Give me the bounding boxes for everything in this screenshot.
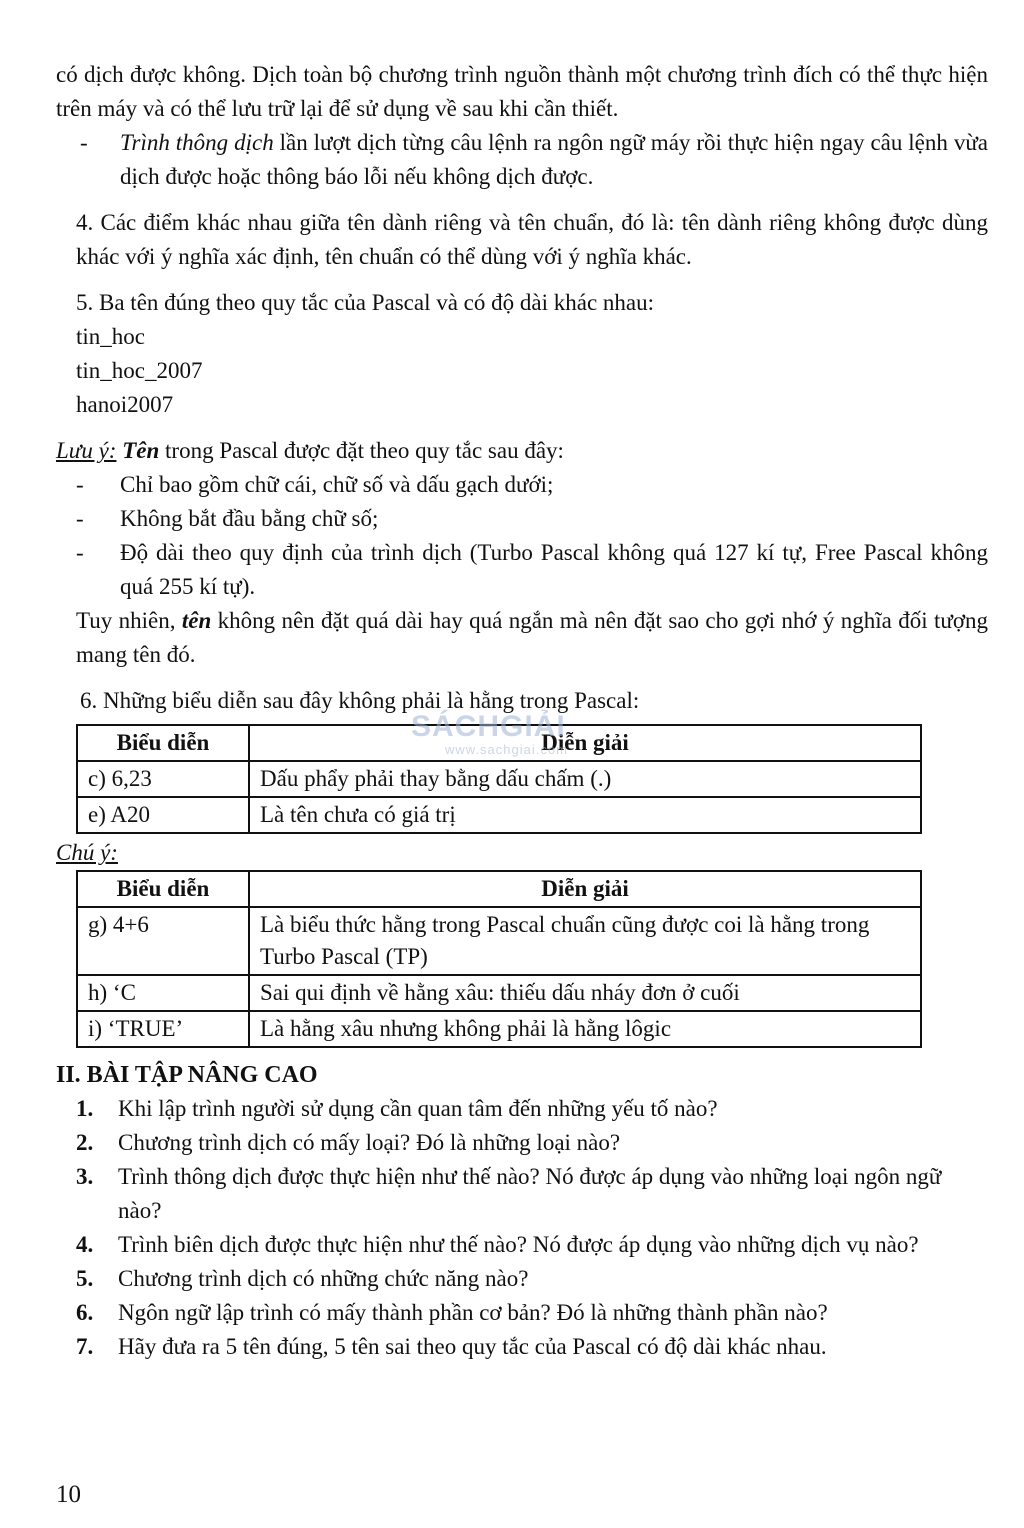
table-row — [77, 907, 921, 975]
note-heading — [56, 434, 988, 468]
table-cell: g) 4+6 — [77, 907, 249, 975]
interpreter-description: lần lượt dịch từng câu lệnh ra ngôn ngữ máy rồi thực hiện ngay câu lệnh vừa dịch được hoặc thông báo lỗi nếu không dịch được. — [120, 130, 988, 189]
question-text: Trình thông dịch được thực hiện như thế nào? Nó được áp dụng vào những loại ngôn ngữ nào? — [118, 1164, 942, 1223]
question-number: 2. — [76, 1130, 94, 1155]
question-text: Chương trình dịch có những chức năng nào? — [118, 1266, 529, 1291]
page-number: 10 — [56, 1481, 81, 1508]
textbook-page — [56, 58, 988, 1364]
list-item — [56, 1296, 988, 1330]
list-item — [56, 1330, 988, 1364]
answer-4: 4. Các điểm khác nhau giữa tên dành riêng và tên chuẩn, đó là: tên dành riêng không được dùng khác với ý nghĩa xác định, tên chuẩn có thể dùng với ý nghĩa khác. — [76, 210, 988, 269]
list-item — [56, 1160, 988, 1228]
table-row — [77, 797, 921, 833]
table-header-row — [77, 725, 921, 761]
rule-item: - Độ dài theo quy định của trình dịch (Turbo Pascal không quá 127 kí tự, Free Pascal không quá 255 kí tự). — [56, 536, 988, 604]
note-conclusion-term: tên — [181, 608, 212, 633]
question-number: 7. — [76, 1334, 94, 1359]
rule-item: - Chỉ bao gồm chữ cái, chữ số và dấu gạch dưới; — [56, 468, 988, 502]
rule-text: Chỉ bao gồm chữ cái, chữ số và dấu gạch dưới; — [120, 472, 554, 497]
table-row — [77, 975, 921, 1011]
question-text: Khi lập trình người sử dụng cần quan tâm đến những yếu tố nào? — [118, 1096, 718, 1121]
column-header: Diễn giải — [249, 871, 921, 907]
note-table — [76, 870, 922, 1048]
list-item — [56, 1092, 988, 1126]
question-text: Ngôn ngữ lập trình có mấy thành phần cơ bản? Đó là những thành phần nào? — [118, 1300, 828, 1325]
table-cell: Là hằng xâu nhưng không phải là hằng lôgic — [249, 1011, 921, 1047]
table-cell: h) ‘C — [77, 975, 249, 1011]
table-cell: e) A20 — [77, 797, 249, 833]
table-cell: Dấu phẩy phải thay bằng dấu chấm (.) — [249, 761, 921, 797]
watermark-url: www.sachgiai.com — [445, 742, 568, 757]
rule-item: - Không bắt đầu bằng chữ số; — [56, 502, 988, 536]
non-constant-table-wrap — [56, 710, 988, 834]
table-header-row — [77, 871, 921, 907]
list-item — [56, 1126, 988, 1160]
table-cell: Là biểu thức hằng trong Pascal chuẩn cũng được coi là hằng trong Turbo Pascal (TP) — [249, 907, 921, 975]
note-text: trong Pascal được đặt theo quy tắc sau đây: — [159, 438, 564, 463]
question-number: 1. — [76, 1096, 94, 1121]
column-header: Biểu diễn — [77, 725, 249, 761]
table-cell: i) ‘TRUE’ — [77, 1011, 249, 1047]
list-item — [56, 1228, 988, 1262]
table-cell: Sai qui định về hằng xâu: thiếu dấu nháy đơn ở cuối — [249, 975, 921, 1011]
question-number: 4. — [76, 1232, 94, 1257]
section-title: II. BÀI TẬP NÂNG CAO — [56, 1062, 318, 1088]
rule-text: Không bắt đầu bằng chữ số; — [120, 506, 379, 531]
question-number: 3. — [76, 1164, 94, 1189]
table-row — [77, 1011, 921, 1047]
interpreter-definition — [56, 126, 988, 194]
intro-paragraph: có dịch được không. Dịch toàn bộ chương trình nguồn thành một chương trình đích có thể thực hiện trên máy và có thể lưu trữ lại để sử dụng về sau khi cần thiết. — [56, 62, 988, 121]
note-conclusion: Tuy nhiên, tên không nên đặt quá dài hay quá ngắn mà nên đặt sao cho gợi nhớ ý nghĩa đối tượng mang tên đó. — [76, 608, 988, 667]
column-header: Diễn giải — [249, 725, 921, 761]
rule-text: Độ dài theo quy định của trình dịch (Turbo Pascal không quá 127 kí tự, Free Pascal không quá 255 kí tự). — [120, 540, 988, 599]
column-header: Biểu diễn — [77, 871, 249, 907]
answer-6: 6. Những biểu diễn sau đây không phải là hằng trong Pascal: — [80, 688, 640, 713]
table-cell: c) 6,23 — [77, 761, 249, 797]
valid-name-3: hanoi2007 — [76, 392, 174, 417]
exercise-list — [56, 1092, 988, 1364]
dash-marker: - — [80, 130, 88, 155]
list-item — [56, 1262, 988, 1296]
question-text: Trình biên dịch được thực hiện như thế nào? Nó được áp dụng vào những dịch vụ nào? — [118, 1232, 919, 1257]
question-text: Hãy đưa ra 5 tên đúng, 5 tên sai theo quy tắc của Pascal có độ dài khác nhau. — [118, 1334, 827, 1359]
watermark-logo: SÁCHGIẢI www.sachgiai.com — [411, 710, 568, 757]
valid-name-2: tin_hoc_2007 — [76, 358, 203, 383]
table-row — [77, 761, 921, 797]
answer-5: 5. Ba tên đúng theo quy tắc của Pascal và có độ dài khác nhau: — [76, 290, 655, 315]
valid-name-1: tin_hoc — [76, 324, 145, 349]
table-cell: Là tên chưa có giá trị — [249, 797, 921, 833]
question-number: 6. — [76, 1300, 94, 1325]
question-number: 5. — [76, 1266, 94, 1291]
question-text: Chương trình dịch có mấy loại? Đó là những loại nào? — [118, 1130, 621, 1155]
note-label: Lưu ý: — [56, 438, 117, 463]
note-term: Tên — [122, 438, 160, 463]
non-constant-table — [76, 724, 922, 834]
interpreter-term: Trình thông dịch — [120, 130, 274, 155]
chu-y-label: Chú ý: — [56, 840, 118, 865]
